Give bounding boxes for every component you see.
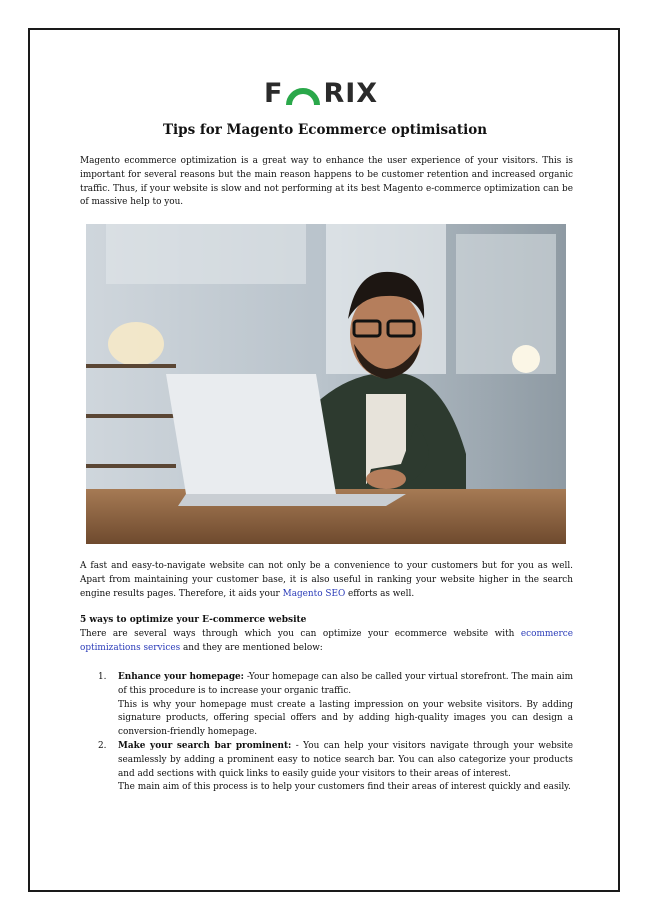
list-item-text: - You can help your visitors navigate through your website seamlessly by adding a prominent easy to notice search bar. You can also categorize your products and add sections with quick links to easily guide your visitors to their areas of interest. — [118, 740, 574, 779]
intro-paragraph: Magento ecommerce optimization is a great way to enhance the user experience of your visitors. This is important for several reasons but the main reason happens to be customer retention and increased organic traffic. Thus, if your website is slow and not performing at its best Magento e-commerce optimization can be of massive help to you. — [80, 156, 573, 208]
section-heading: 5 ways to optimize your E-commerce website — [80, 615, 307, 625]
list-item-text: This is why your homepage must create a lasting impression on your website visitors. By adding signature products, offering special offers and by adding high-quality images you can design a conversion-friendly homepage. — [118, 699, 573, 738]
list-item — [98, 671, 573, 740]
page-title: Tips for Magento Ecommerce optimisation — [162, 122, 488, 138]
magento-seo-link[interactable]: Magento SEO — [282, 588, 346, 599]
paragraph-text: efforts as well. — [345, 588, 415, 599]
logo-text-left: F — [264, 77, 284, 109]
forix-logo — [264, 78, 388, 108]
list-number: 1. — [98, 672, 107, 682]
list-item-lead: Enhance your homepage: — [118, 672, 244, 682]
list-item-lead: Make your search bar prominent: — [118, 740, 292, 751]
list-number: 2. — [98, 740, 107, 751]
paragraph-text: There are several ways through which you can optimize your ecommerce website with — [80, 629, 521, 639]
speed-paragraph — [80, 560, 573, 601]
paragraph-text: A fast and easy-to-navigate website can not only be a convenience to your customers but for you as well. Apart from maintaining your customer base, it is also useful in ranking your website higher in the search engine results pages. Therefore, it aids your — [80, 561, 573, 599]
ecommerce-optimization-services-link[interactable]: ecommerce optimizations services — [80, 629, 573, 653]
hero-image — [86, 224, 566, 544]
list-item — [98, 740, 573, 795]
logo-arc-icon — [283, 79, 323, 107]
list-item-text: The main aim of this process is to help your customers find their areas of interest quickly and easily. — [118, 782, 571, 793]
paragraph-text: and they are mentioned below: — [180, 642, 323, 653]
list-item-text: -Your homepage can also be called your virtual storefront. The main aim of this procedure is to increase your organic traffic. — [118, 672, 573, 696]
ways-paragraph — [80, 628, 573, 656]
tips-list — [98, 671, 573, 795]
logo-text-right: RIX — [323, 77, 379, 109]
